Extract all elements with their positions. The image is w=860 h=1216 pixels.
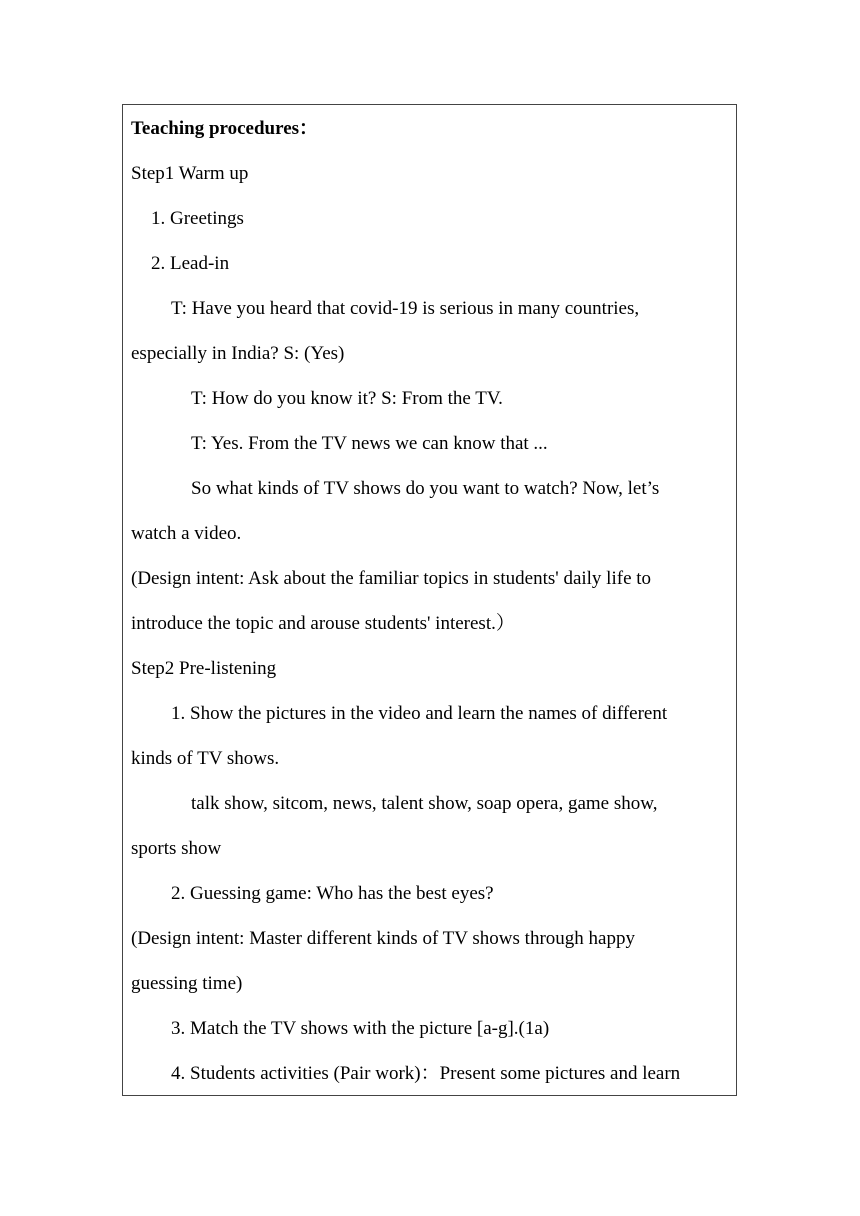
list-item: 3. Match the TV shows with the picture [a-g].(1a) bbox=[171, 1018, 550, 1039]
list-item: 2. Lead-in bbox=[151, 253, 230, 274]
step-heading: Step2 Pre-listening bbox=[131, 658, 277, 679]
dialogue-line: watch a video. bbox=[131, 523, 242, 544]
design-intent-text: guessing time) bbox=[131, 973, 243, 994]
list-item: 4. Students activities (Pair work)：Present some pictures and learn bbox=[171, 1063, 681, 1084]
list-item: 1. Greetings bbox=[151, 208, 244, 229]
procedure-table-cell bbox=[122, 104, 737, 1096]
list-item: kinds of TV shows. bbox=[131, 748, 280, 769]
section-heading: Teaching procedures： bbox=[131, 118, 319, 139]
dialogue-line: especially in India? S: (Yes) bbox=[131, 343, 345, 364]
dialogue-line: T: Have you heard that covid-19 is serious in many countries, bbox=[171, 298, 640, 319]
step-heading: Step1 Warm up bbox=[131, 163, 249, 184]
dialogue-line: T: Yes. From the TV news we can know that ... bbox=[191, 433, 548, 454]
vocabulary-line: talk show, sitcom, news, talent show, soap opera, game show, bbox=[191, 793, 658, 814]
design-intent-text: (Design intent: Master different kinds of TV shows through happy bbox=[131, 928, 635, 949]
vocabulary-line: sports show bbox=[131, 838, 222, 859]
list-item: 1. Show the pictures in the video and learn the names of different bbox=[171, 703, 668, 724]
design-intent-text: introduce the topic and arouse students' interest.） bbox=[131, 613, 515, 634]
list-item: 2. Guessing game: Who has the best eyes? bbox=[171, 883, 494, 904]
dialogue-line: T: How do you know it? S: From the TV. bbox=[191, 388, 503, 409]
dialogue-line: So what kinds of TV shows do you want to watch? Now, let’s bbox=[191, 478, 660, 499]
design-intent-text: (Design intent: Ask about the familiar topics in students' daily life to bbox=[131, 568, 652, 589]
